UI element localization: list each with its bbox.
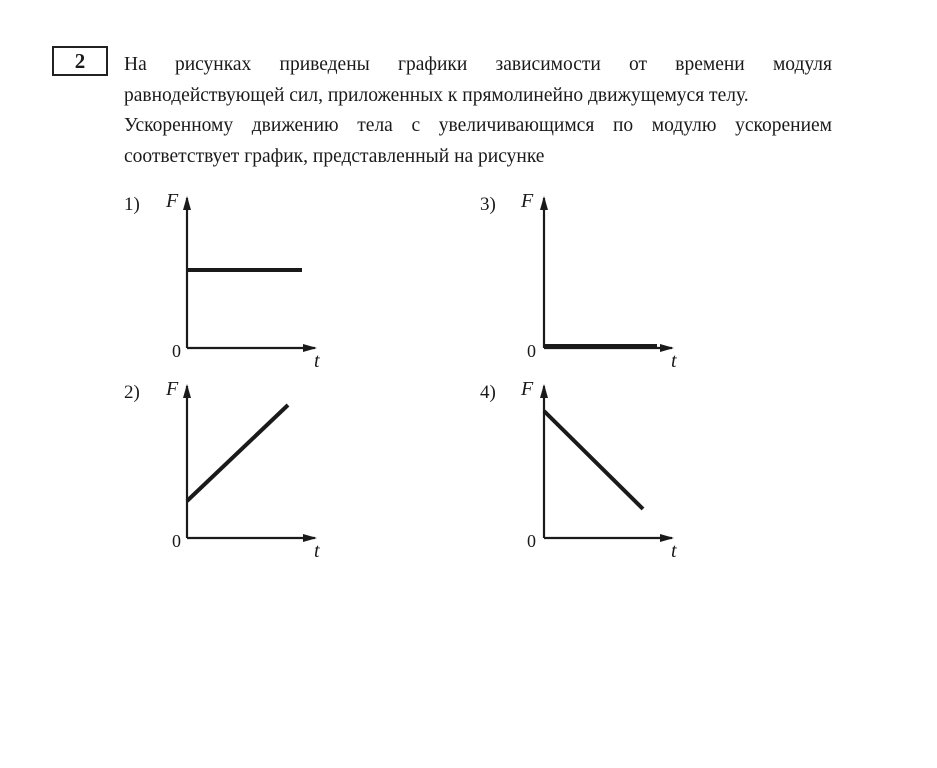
y-axis-label: F	[521, 378, 534, 400]
question-line-1: На рисунках приведены графики зависимости от времени модуля	[124, 54, 832, 75]
origin-label: 0	[172, 531, 181, 551]
graph-option-4[interactable]	[517, 373, 697, 563]
graph-option-2[interactable]	[160, 373, 340, 563]
question-line-3: Ускоренному движению тела с увеличивающимся по модулю ускорением	[124, 115, 832, 136]
y-axis-label: F	[166, 378, 179, 400]
option-4-label[interactable]: 4)	[480, 382, 496, 403]
force-line-increasing	[187, 405, 288, 501]
question-line-4: соответствует график, представленный на рисунке	[124, 145, 545, 167]
graph-option-1[interactable]	[160, 185, 340, 375]
origin-label: 0	[172, 341, 181, 361]
graph-option-3[interactable]	[517, 185, 697, 375]
question-text	[124, 50, 832, 172]
force-line-decreasing	[544, 411, 643, 509]
option-1-label[interactable]: 1)	[124, 194, 140, 215]
x-axis-label: t	[671, 540, 677, 562]
x-axis-label: t	[671, 350, 677, 372]
origin-label: 0	[527, 531, 536, 551]
y-axis-label: F	[521, 190, 534, 212]
x-axis-label: t	[314, 540, 320, 562]
y-axis-label: F	[166, 190, 179, 212]
question-line-2: равнодействующей сил, приложенных к прямолинейно движущемуся телу.	[124, 84, 749, 106]
option-2-label[interactable]: 2)	[124, 382, 140, 403]
x-axis-label: t	[314, 350, 320, 372]
option-3-label[interactable]: 3)	[480, 194, 496, 215]
question-number: 2	[52, 46, 108, 76]
origin-label: 0	[527, 341, 536, 361]
